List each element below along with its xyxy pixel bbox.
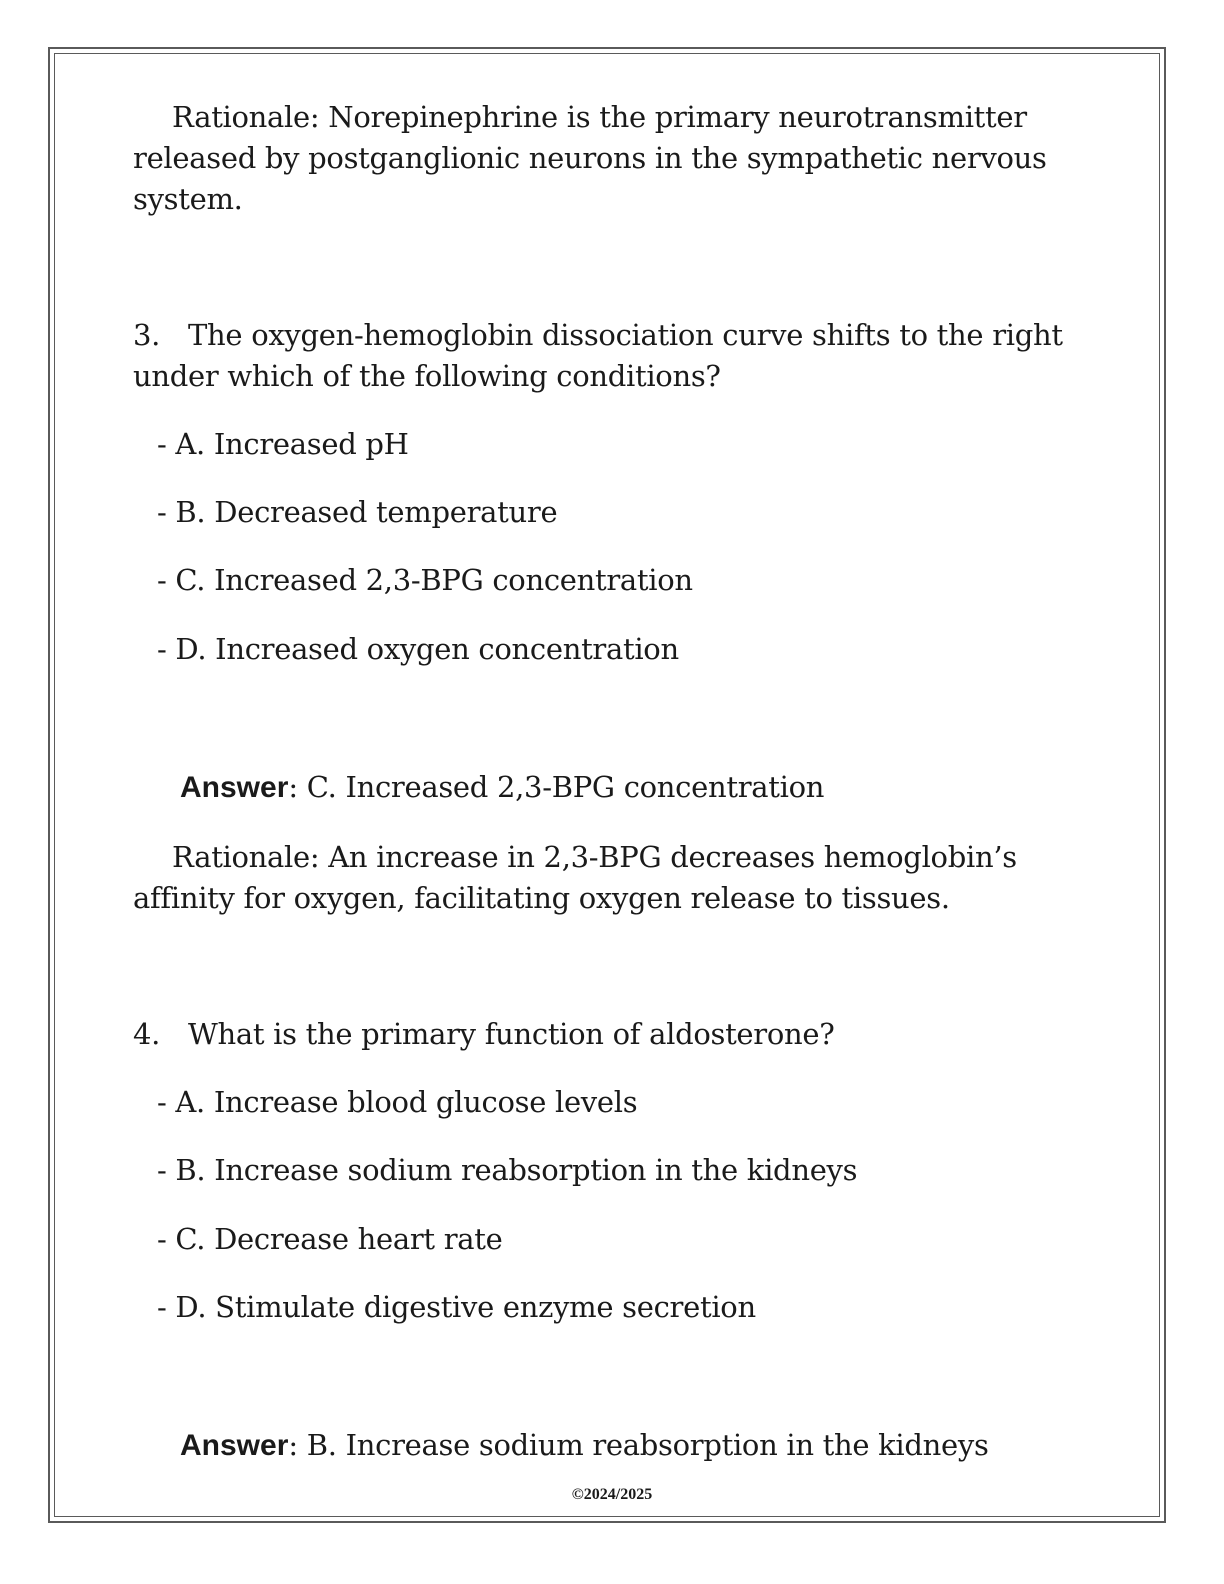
question-3-rationale-line-1: Rationale: An increase in 2,3-BPG decreases hemoglobin’s <box>172 840 1017 874</box>
answer-text: : B. Increase sodium reabsorption in the kidneys <box>288 1428 989 1462</box>
question-3-option-a: - A. Increased pH <box>157 427 409 461</box>
question-3-number: 3. <box>133 318 161 352</box>
question-3-option-d: - D. Increased oxygen concentration <box>157 632 679 666</box>
question-3-option-c: - C. Increased 2,3-BPG concentration <box>157 563 693 597</box>
rationale-line-3: system. <box>133 182 243 216</box>
answer-label: Answer <box>180 1429 289 1462</box>
rationale-line-1: Rationale: Norepinephrine is the primary neurotransmitter <box>172 100 1027 134</box>
question-4-option-c: - C. Decrease heart rate <box>157 1222 503 1256</box>
answer-text: : C. Increased 2,3-BPG concentration <box>288 770 825 804</box>
answer-label: Answer <box>180 771 289 804</box>
question-3-text-line-1: The oxygen-hemoglobin dissociation curve shifts to the right <box>188 318 1063 352</box>
question-4-option-a: - A. Increase blood glucose levels <box>157 1085 638 1119</box>
question-4-text-line-1: What is the primary function of aldosterone? <box>188 1017 835 1051</box>
question-4-answer <box>180 1428 989 1463</box>
question-4-number: 4. <box>133 1017 161 1051</box>
question-4-option-d: - D. Stimulate digestive enzyme secretion <box>157 1290 756 1324</box>
question-4-option-b: - B. Increase sodium reabsorption in the kidneys <box>157 1153 858 1187</box>
question-3-option-b: - B. Decreased temperature <box>157 495 558 529</box>
question-3-rationale-line-2: affinity for oxygen, facilitating oxygen release to tissues. <box>133 881 950 915</box>
question-3-text-line-2: under which of the following conditions? <box>133 359 721 393</box>
rationale-line-2: released by postganglionic neurons in the sympathetic nervous <box>133 141 1047 175</box>
question-3-answer <box>180 770 824 805</box>
copyright-footer: ©2024/2025 <box>571 1486 653 1503</box>
